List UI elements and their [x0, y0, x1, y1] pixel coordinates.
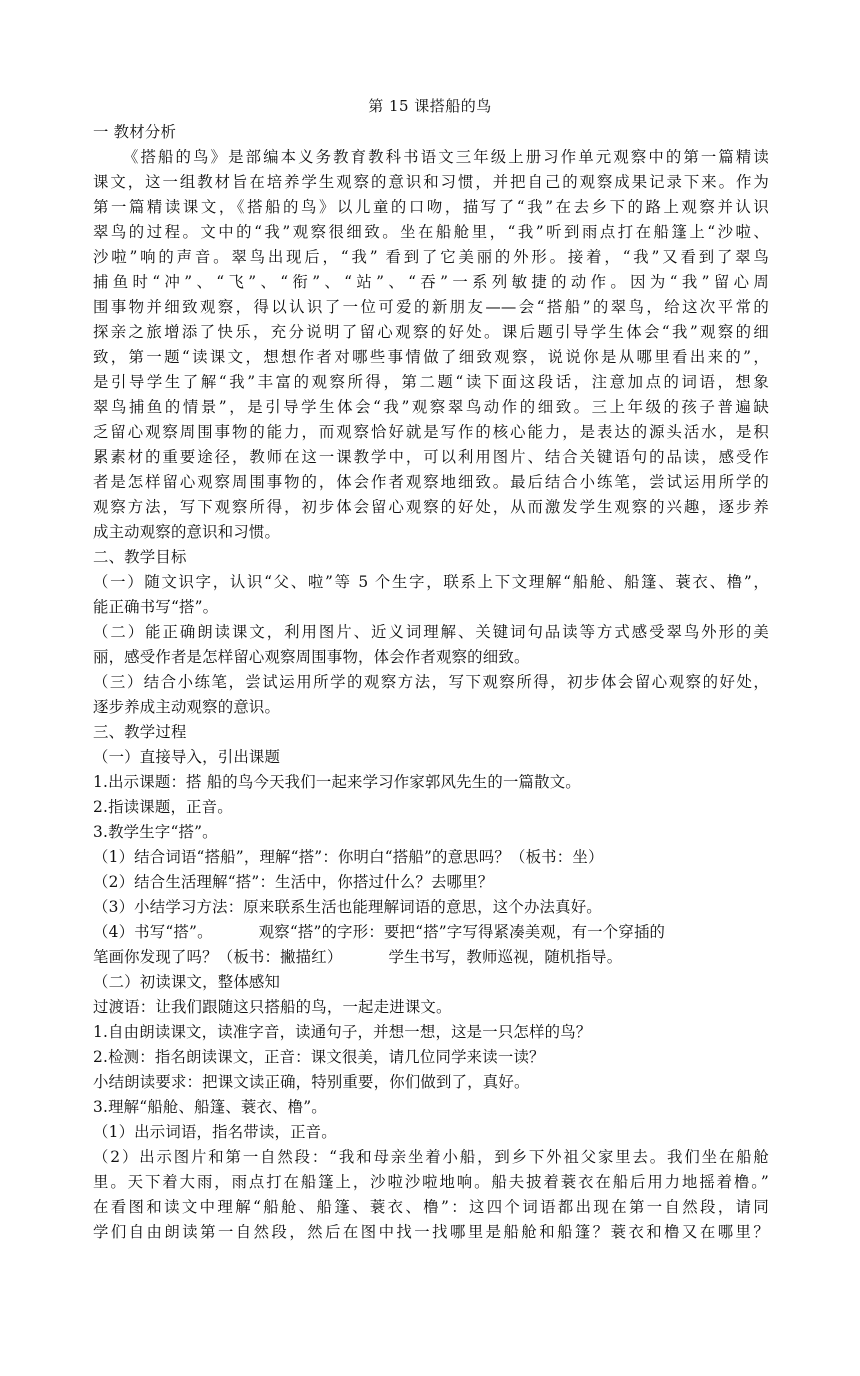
- process-line: [93, 945, 769, 970]
- paragraph-line: 沙啦”响的声音。翠鸟出现后，“我” 看到了它美丽的外形。接着，“我”又看到了翠鸟: [93, 248, 769, 266]
- subsection-heading: （一）直接导入，引出课题: [93, 748, 281, 766]
- process-line: 里。天下着大雨，雨点打在船篷上，沙啦沙啦地响。船夫披着蓑衣在船后用力地摇着橹。”: [93, 1173, 769, 1191]
- paragraph-line: 翠鸟捕鱼的情景”，是引导学生体会“我”观察翠鸟动作的细致。三上年级的孩子普遍缺: [93, 398, 769, 416]
- paragraph-line: 捕鱼时“冲”、“飞”、“衔”、“站”、“吞”一系列敏捷的动作。因为“我”留心周: [93, 273, 769, 291]
- document-body: [93, 120, 769, 1245]
- paragraph-line: 第一篇精读课文，《搭船的鸟》以儿童的口吻，描写了“我”在去乡下的路上观察并认识: [93, 198, 769, 216]
- paragraph-line: 乏留心观察周围事物的能力，而观察恰好就是写作的核心能力，是表达的源头活水，是积: [93, 423, 769, 441]
- process-line: 小结朗读要求：把课文读正确，特别重要，你们做到了，真好。: [93, 1073, 530, 1091]
- paragraph-line: 围事物并细致观察，得以认识了一位可爱的新朋友——会“搭船”的翠鸟，给这次平常的: [93, 298, 769, 316]
- writing-step-detail: 观察“搭”的字形：要把“搭”字写得紧凑美观，有一个穿插的: [258, 923, 666, 941]
- paragraph-line: 课文，这一组教材旨在培养学生观察的意识和习惯，并把自己的观察成果记录下来。作为: [93, 173, 769, 191]
- process-line: 3.教学生字“搭”。: [93, 823, 218, 841]
- writing-step-continued: 笔画你发现了吗？（板书：撇描红）: [93, 948, 343, 966]
- process-line: 在看图和读文中理解“船舱、船篷、蓑衣、橹”：这四个词语都出现在第一自然段，请同: [93, 1198, 769, 1216]
- objective-line: 能正确书写“搭”。: [93, 598, 219, 616]
- process-line: 3.理解“船舱、船篷、蓑衣、橹”。: [93, 1098, 327, 1116]
- section-heading: 三、教学过程: [93, 723, 187, 741]
- objective-line: 丽，感受作者是怎样留心观察周围事物，体会作者观察的细致。: [93, 648, 530, 666]
- process-line: 1.出示课题：搭 船的鸟今天我们一起来学习作家郭风先生的一篇散文。: [93, 773, 581, 791]
- paragraph-line: 者是怎样留心观察周围事物的，体会作者观察地细致。最后结合小练笔，尝试运用所学的: [93, 473, 769, 491]
- paragraph-line: 是引导学生了解“我”丰富的观察所得，第二题“读下面这段话，注意加点的词语，想象: [93, 373, 769, 391]
- process-line: 2.指读课题，正音。: [93, 798, 233, 816]
- paragraph-line: 探亲之旅增添了快乐，充分说明了留心观察的好处。课后题引导学生体会“我”观察的细: [93, 323, 769, 341]
- paragraph-line: 翠鸟的过程。文中的“我”观察很细致。坐在船舱里，“我”听到雨点打在船篷上“沙啦、: [93, 223, 769, 241]
- process-line: [93, 920, 769, 945]
- process-line: （3）小结学习方法：原来联系生活也能理解词语的意思，这个办法真好。: [93, 898, 602, 916]
- paragraph-line: 《搭船的鸟》是部编本义务教育教科书语文三年级上册习作单元观察中的第一篇精读: [123, 148, 769, 166]
- document-title: 第 15 课搭船的鸟: [368, 97, 492, 115]
- process-line: （1）出示词语，指名带读，正音。: [93, 1123, 337, 1141]
- process-line: （2）结合生活理解“搭”：生活中，你搭过什么？去哪里？: [93, 873, 494, 891]
- paragraph-line: 观察方法，写下观察所得，初步体会留心观察的好处，从而激发学生观察的兴趣，逐步养: [93, 498, 769, 516]
- section-heading: 二、教学目标: [93, 548, 187, 566]
- objective-line: （二）能正确朗读课文，利用图片、近义词理解、关键词句品读等方式感受翠鸟外形的美: [93, 623, 769, 641]
- paragraph-line: 成主动观察的意识和习惯。: [93, 523, 281, 541]
- objective-line: 逐步养成主动观察的意识。: [93, 698, 281, 716]
- paragraph-line: 致，第一题“读课文，想想作者对哪些事情做了细致观察，说说你是从哪里看出来的”，: [93, 348, 769, 366]
- objective-line: （一）随文识字，认识“父、啦”等 5 个生字，联系上下文理解“船舱、船篷、蓑衣、橹”，: [93, 573, 769, 591]
- process-line: 过渡语：让我们跟随这只搭船的鸟，一起走进课文。: [93, 998, 452, 1016]
- process-line: （2）出示图片和第一自然段：“我和母亲坐着小船，到乡下外祖父家里去。我们坐在船舱: [93, 1148, 769, 1166]
- process-line: （1）结合词语“搭船”，理解“搭”：你明白“搭船”的意思吗？（板书：坐）: [93, 848, 604, 866]
- process-line: 2.检测：指名朗读课文，正音：课文很美，请几位同学来读一读？: [93, 1048, 545, 1066]
- writing-step-guidance: 学生书写，教师巡视，随机指导。: [388, 948, 623, 966]
- subsection-heading: （二）初读课文，整体感知: [93, 973, 281, 991]
- paragraph-line: 累素材的重要途径，教师在这一课教学中，可以利用图片、结合关键语句的品读，感受作: [93, 448, 769, 466]
- writing-step: （4）书写“搭”。: [93, 923, 213, 941]
- process-line: 1.自由朗读课文，读准字音，读通句子，并想一想，这是一只怎样的鸟？: [93, 1023, 592, 1041]
- section-heading: 一 教材分析: [93, 123, 177, 141]
- objective-line: （三）结合小练笔，尝试运用所学的观察方法，写下观察所得，初步体会留心观察的好处，: [93, 673, 769, 691]
- process-line: 学们自由朗读第一自然段，然后在图中找一找哪里是船舱和船篷？蓑衣和橹又在哪里？: [93, 1223, 769, 1241]
